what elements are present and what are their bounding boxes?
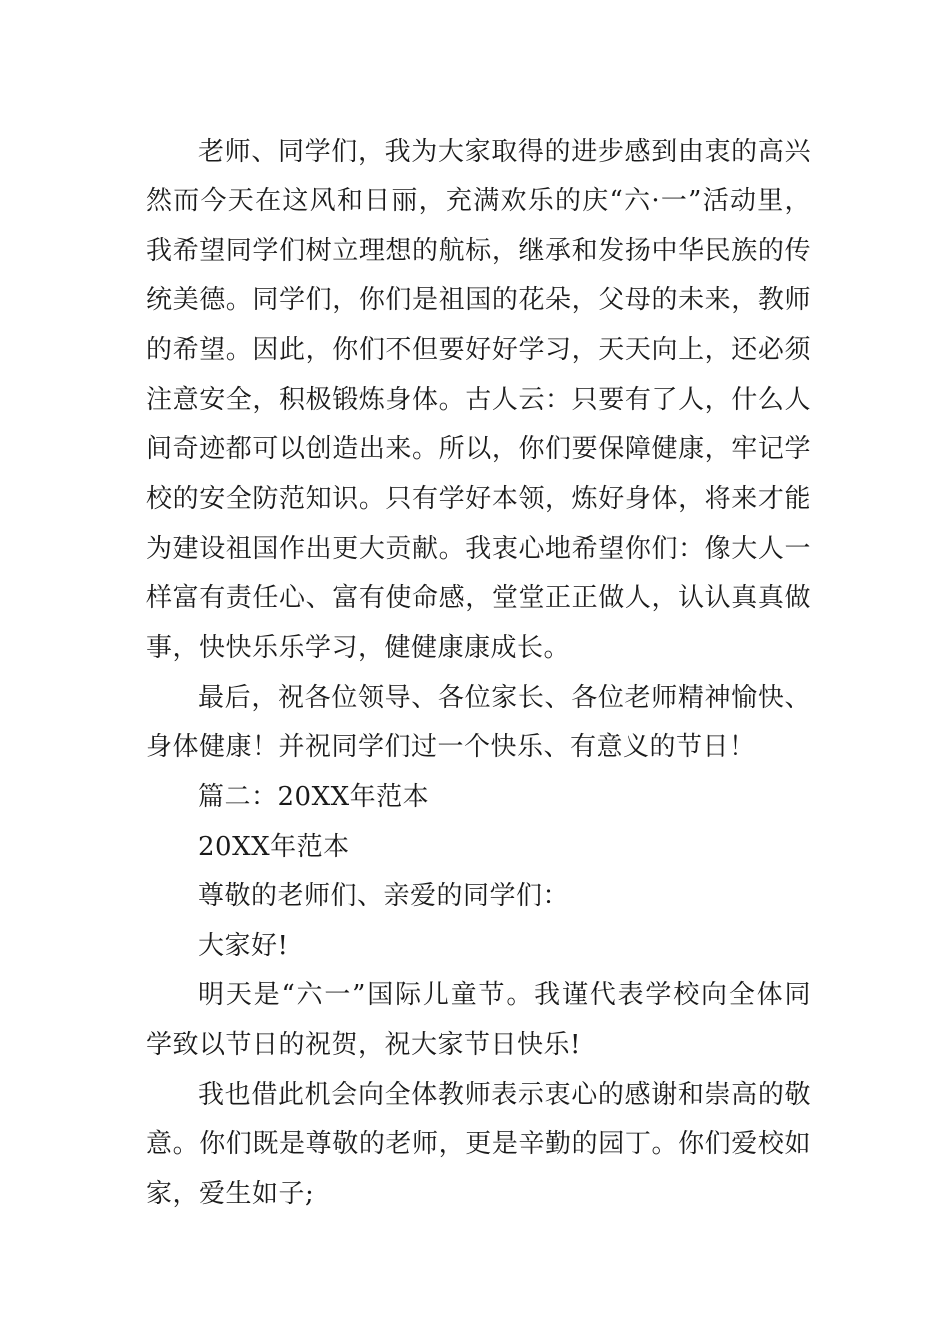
section-heading: 篇二：20XX年范本	[198, 782, 430, 812]
text-line: 身体健康！并祝同学们过一个快乐、有意义的节日！	[146, 732, 756, 762]
text-line: 我希望同学们树立理想的航标，继承和发扬中华民族的传	[146, 236, 811, 266]
text-line: 统美德。同学们，你们是祖国的花朵，父母的未来，教师	[146, 285, 811, 315]
text-line: 为建设祖国作出更大贡献。我衷心地希望你们：像大人一	[146, 534, 811, 564]
text-line: 意。你们既是尊敬的老师，更是辛勤的园丁。你们爱校如	[146, 1129, 811, 1159]
text-line: 然而今天在这风和日丽，充满欢乐的庆“六·一”活动里，	[146, 186, 811, 216]
text-line: 最后，祝各位领导、各位家长、各位老师精神愉快、	[198, 683, 811, 713]
salutation: 尊敬的老师们、亲爱的同学们：	[198, 881, 570, 911]
greeting: 大家好!	[198, 931, 289, 961]
text-line: 我也借此机会向全体教师表示衷心的感谢和崇高的敬	[198, 1080, 811, 1110]
text-line: 样富有责任心、富有使命感，堂堂正正做人，认认真真做	[146, 583, 811, 613]
text-line: 注意安全，积极锻炼身体。古人云：只要有了人，什么人	[146, 385, 811, 415]
text-line: 的希望。因此，你们不但要好好学习，天天向上，还必须	[146, 335, 811, 365]
text-line: 明天是“六一”国际儿童节。我谨代表学校向全体同	[198, 980, 811, 1010]
text-line: 家，爱生如子;	[146, 1179, 315, 1209]
document-title: 20XX年范本	[198, 832, 350, 862]
text-line: 校的安全防范知识。只有学好本领，炼好身体，将来才能	[146, 484, 811, 514]
text-line: 事，快快乐乐学习，健健康康成长。	[146, 633, 571, 663]
text-line: 间奇迹都可以创造出来。所以，你们要保障健康，牢记学	[146, 434, 811, 464]
text-line: 学致以节日的祝贺，祝大家节日快乐!	[146, 1030, 581, 1060]
text-line: 老师、同学们，我为大家取得的进步感到由衷的高兴	[198, 137, 811, 167]
